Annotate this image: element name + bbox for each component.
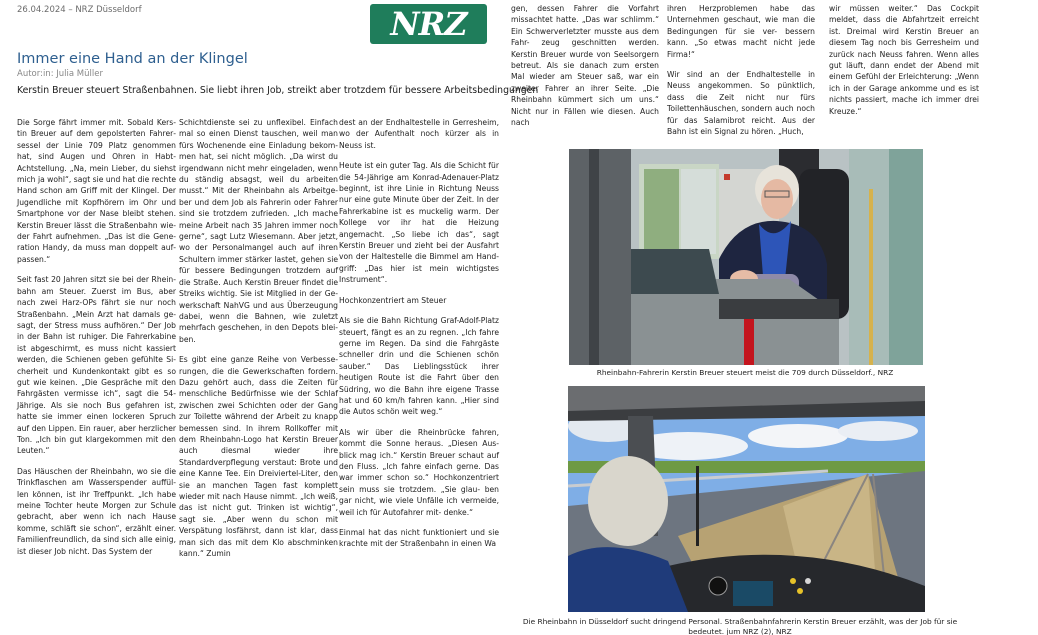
- article-column-3: [339, 117, 499, 559]
- paragraph: Heute ist ein guter Tag. Als die Schicht für die 54-Jährige am Konrad-Adenauer-Platz beginnt, ist ihre Linie in Richtung Neuss nur eine gute Minute über der Zeit. In der Fahrerkabine ist es muckelig warm. Der Kollege vor ihr hat die Heizung angemacht. „So liebe ich das“, sagt Kerstin Breuer und zieht bei der Ausfahrt von der Haltestelle die Bimmel am Handgriff: „Das hier ist mein wichtigstes Instrument“.: [339, 161, 499, 285]
- article-headline: Immer eine Hand an der Klingel: [17, 51, 248, 67]
- paragraph: Es gibt eine ganze Reihe von Verbesserungen, die die Gewerkschaften fordern. Dazu gehört auch, dass die Zeiten für menschliche Bedürfnisse wie der Schlaf zwischen zwei Schichten oder der Gang zur Toilette während der Arbeit zu knapp bemessen sind. In ihrem Rollkoffer mit dem Rheinbahn-Logo hat Kerstin Breuer auch diesmal wieder ihre Standardverpflegung verstaut: Brote und eine Kanne Tee. Ein Dreiviertel-Liter, den sie an manchen Tagen fast komplett wieder mit nach Hause nimmt. „Ich weiß, das ist nicht gut. Trinken ist wichtig“, sagt sie. „Aber wenn du schon mit Verspätung losfährst, dann ist klar, dass man sich das mit dem Klo abschminken kann.“ Zumin: [179, 355, 338, 559]
- photo-caption-2: Die Rheinbahn in Düsseldorf sucht dringend Personal. Straßenbahnfahrerin Kerstin Breuer erzählt, was der Job für sie bedeutet. jum NRZ (2), NRZ: [522, 617, 958, 635]
- paragraph: Als wir über die Rheinbrücke fahren, kommt die Sonne heraus. „Diesen Ausblick mag ich.“ Kerstin Breuer schaut auf den Fluss. „Ich fahre einfach gerne. Das war immer schon so.“ Hochkonzentriert sein muss sie trotzdem. „Sie glau- ben gar nicht, wie viele Unfälle ich vermeide, weil ich für Autofahrer mit- denke.“: [339, 427, 499, 517]
- paragraph: gen, dessen Fahrer die Vorfahrt missachtet hatte. „Das war schlimm.“ Ein Schwerverletzter musste aus dem Fahr- zeug geschnitten werden. Kerstin Breuer wurde von Seelsorgern betreut. Als sie danach zum ersten Mal wieder am Steuer saß, war ein zweiter Fahrer an ihrer Seite. „Die Rheinbahn kümmert sich um uns.“ Nicht nur in Fällen wie diesen. Auch nach: [511, 4, 659, 128]
- article-column-4: [511, 3, 659, 137]
- article-subtitle: Kerstin Breuer steuert Straßenbahnen. Sie liebt ihren Job, streikt aber trotzdem für bessere Arbeitsbedingungen: [17, 85, 539, 96]
- paragraph: Einmal hat das nicht funktioniert und sie krachte mit der Straßenbahn in einen Wa: [339, 528, 499, 549]
- paragraph: Das Häuschen der Rheinbahn, wo sie die Trinkflaschen am Wasserspender auffüllen können, ist ihr Treffpunkt. „Ich habe meine Tochter heute Morgen zur Schule gebracht, aber wenn ich nach Hause komme, schläft sie schon“, erzählt einer. Familienfreundlich, da sind sich alle einig, ist dieser Job nicht. Das System der: [17, 466, 176, 556]
- article-column-6: [829, 3, 979, 126]
- cockpit-view-illustration: [568, 386, 925, 612]
- paragraph: Die Sorge fährt immer mit. Sobald Kerstin Breuer auf dem gepolsterten Fahrersessel der Linie 709 Platz genommen hat, sind Augen und Ohren in Habt- Achtstellung. „Na, mein Lieber, du siehst mich ja wohl“, sagt sie und hat die rechte Hand schon am Griff mit der Klingel. Der Jugendliche mit Kopfhörern im Ohr und Smartphone vor der Nase bleibt stehen. Kerstin Breuer lässt die Straßenbahn wieder Fahrt aufnehmen. „Das ist die Generation Handy, da muss man doppelt aufpassen.“: [17, 118, 176, 264]
- photo-driver-in-cab: [569, 149, 923, 365]
- article-column-2: [179, 117, 338, 568]
- paragraph: Als sie die Bahn Richtung Graf-Adolf-Platz steuert, fängt es an zu regnen. „Ich fahre gerne im Regen. Da sind die Fahrgäste schneller drin und die Schienen schön sauber.“ Das Lieblingsstück ihrer heutigen Route ist die Fahrt über den Südring, wo die Bahn ihre eigene Trasse hat und 60 km/h fahren kann. „Hier sind die Autos schön weit weg.“: [339, 316, 499, 417]
- driver-portrait-illustration: [569, 149, 923, 365]
- paragraph: Schichtdienste sei zu unflexibel. Einfach mal so einen Dienst tauschen, weil man fürs Wochenende eine Einladung bekommen hat, sei nicht möglich. „Da wirst du irgendwann nicht mehr eingeladen, wenn du ständig absagst, weil du arbeiten musst.“ Mit der Rheinbahn als Arbeitgeber und dem Job als Fahrerin oder Fahrer sind sie trotzdem zufrieden. „Ich mache meine Arbeit nach 35 Jahren immer noch gerne“, sagt Lutz Wiesemann. Aber jetzt, wo der Personalmangel auch auf ihren Schultern immer stärker lastet, gehen sie für bessere Bedingungen trotzdem auf die Straße. Auch Kerstin Breuer findet die Streiks wichtig. Sie ist Mitglied in der Gewerkschaft NahVG und aus Überzeugung dabei, wenn die Bahnen, wie zuletzt mehrfach geschehen, in den Depots bleiben.: [179, 118, 338, 344]
- article-author: Autor:in: Julia Müller: [17, 69, 103, 79]
- logo-text: NRZ: [390, 5, 467, 43]
- paragraph: Wir sind an der Endhaltestelle in Neuss angekommen. So pünktlich, dass die Zeit nicht nur fürs Toilettenhäuschen, sondern auch noch für das Salamibrot reicht. Aus der Bahn ist ein Signal zu hören. „Huch,: [667, 70, 815, 137]
- photo-caption-1: Rheinbahn-Fahrerin Kerstin Breuer steuert meist die 709 durch Düsseldorf., NRZ: [596, 368, 894, 377]
- section-subheading: Hochkonzentriert am Steuer: [339, 295, 447, 305]
- paragraph: Seit fast 20 Jahren sitzt sie bei der Rheinbahn am Steuer. Zuerst im Bus, aber nach zwei Harz-OPs fährt sie nur noch Straßenbahn. „Mein Arzt hat damals gesagt, der Stress muss aufhören.“ Der Job in der Bahn ist ruhiger. Die Fahrerkabine ist abgeschirmt, es muss nicht kassiert werden, die Schienen geben gefühlte Sicherheit und Kundenkontakt gibt es so gut wie keinen. „Die Gespräche mit den Fahrgästen vermisse ich“, sagt die 54-Jährige. Als sie noch Bus gefahren ist, hatte sie immer einen lockeren Spruch auf den Lippen. Ein rauer, aber herzlicher Ton. „Ich bin gut klargekommen mit den Leuten.“: [17, 275, 176, 456]
- paragraph: wir müssen weiter.“ Das Cockpit meldet, dass die Abfahrtzeit erreicht ist. Dreimal wird Kerstin Breuer an diesem Tag noch bis Gerresheim und zurück nach Neuss fahren. Wenn alles gut läuft, dann endet der Abend mit einem Gefühl der Erleichterung: „Wenn ich in der Garage ankomme und es ist nichts passiert, mache ich immer drei Kreuze.“: [829, 4, 979, 116]
- paragraph: ihren Herzproblemen habe das Unternehmen geschaut, wie man die Bedingungen für sie ver- bessern kann. „So etwas macht nicht jede Firma!“: [667, 4, 815, 59]
- nrz-logo: [370, 4, 487, 44]
- paragraph: dest an der Endhaltestelle in Gerresheim, wo der Aufenthalt noch kürzer als in Neuss ist.: [339, 118, 499, 150]
- dateline: 26.04.2024 – NRZ Düsseldorf: [17, 5, 142, 15]
- photo-cockpit-view: [568, 386, 925, 612]
- article-column-5: [667, 3, 815, 146]
- article-column-1: [17, 117, 176, 566]
